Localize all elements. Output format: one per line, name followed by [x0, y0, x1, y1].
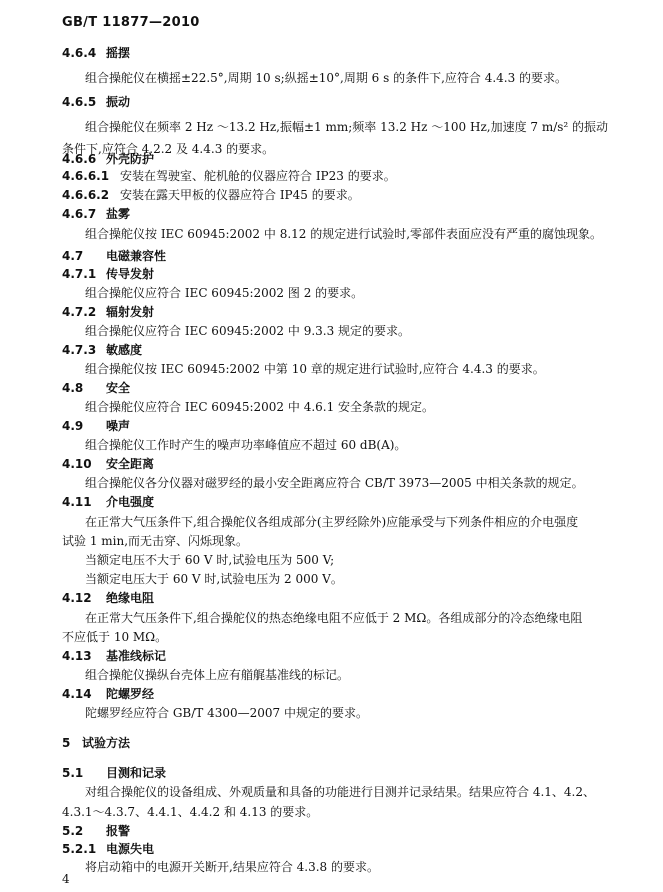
clause-title: 噪声 [106, 419, 131, 433]
paragraph-line: 组合操舵仪在频率 2 Hz ～13.2 Hz,振幅±1 mm;频率 13.2 Hz ～100 Hz,加速度 7 m/s² 的振动 [85, 120, 609, 134]
clause-heading [62, 151, 154, 167]
clause-title: 摇摆 [106, 46, 131, 60]
clause-number: 4.6.6.1 [62, 169, 110, 183]
clause-heading [62, 266, 154, 282]
paragraph-line: 在正常大气压条件下,组合操舵仪的热态绝缘电阻不应低于 2 MΩ。各组成部分的冷态绝缘电阻 [85, 611, 583, 625]
clause-number: 4.11 [62, 495, 92, 509]
page-number: 4 [62, 872, 70, 886]
paragraph-line: 组合操舵仪操纵台壳体上应有艏艉基准线的标记。 [85, 668, 350, 682]
paragraph-line: 当额定电压不大于 60 V 时,试验电压为 500 V; [85, 553, 335, 567]
paragraph-line: 组合操舵仪在横摇±22.5°,周期 10 s;纵摇±10°,周期 6 s 的条件下,应符合 4.4.3 的要求。 [85, 71, 568, 85]
clause-title: 安全距离 [106, 457, 155, 471]
clause-number: 4.13 [62, 649, 92, 663]
paragraph-line: 在正常大气压条件下,组合操舵仪各组成部分(主罗经除外)应能承受与下列条件相应的介电强度 [85, 515, 579, 529]
clause-title: 电磁兼容性 [106, 249, 167, 263]
standard-header: GB/T 11877—2010 [62, 15, 200, 30]
paragraph-line: 条件下,应符合 4.2.2 及 4.4.3 的要求。 [62, 142, 275, 156]
clause-heading [62, 248, 166, 264]
clause-heading [62, 686, 154, 702]
clause-title: 陀螺罗经 [106, 687, 155, 701]
clause-title: 外壳防护 [106, 152, 155, 166]
clause-number: 4.7.3 [62, 343, 97, 357]
clause-title: 安全 [106, 381, 131, 395]
clause-title: 盐雾 [106, 207, 131, 221]
clause-heading [62, 841, 154, 857]
clause-title: 振动 [106, 95, 131, 109]
clause-heading [62, 494, 154, 510]
chapter-heading [62, 735, 130, 751]
clause-heading [62, 823, 130, 839]
clause-heading [62, 380, 130, 396]
paragraph-line: 将启动箱中的电源开关断开,结果应符合 4.3.8 的要求。 [85, 860, 379, 874]
clause-heading [62, 304, 154, 320]
clause-title: 绝缘电阻 [106, 591, 155, 605]
clause-heading [62, 45, 130, 61]
clause-number: 5.2 [62, 824, 84, 838]
subclause-line [62, 168, 396, 184]
clause-number: 4.6.5 [62, 95, 97, 109]
paragraph-line: 组合操舵仪工作时产生的噪声功率峰值应不超过 60 dB(A)。 [85, 438, 407, 452]
clause-heading [62, 590, 154, 606]
clause-text: 安装在驾驶室、舵机舱的仪器应符合 IP23 的要求。 [120, 169, 396, 183]
clause-number: 4.7 [62, 249, 84, 263]
paragraph-line: 组合操舵仪按 IEC 60945:2002 中 8.12 的规定进行试验时,零部件表面应没有严重的腐蚀现象。 [85, 227, 603, 241]
chapter-number: 5 [62, 736, 71, 750]
subclause-line [62, 187, 360, 203]
clause-heading [62, 94, 130, 110]
paragraph-line: 组合操舵仪应符合 IEC 60945:2002 中 9.3.3 规定的要求。 [85, 324, 411, 338]
clause-heading [62, 418, 130, 434]
clause-heading [62, 342, 142, 358]
clause-number: 4.9 [62, 419, 84, 433]
clause-number: 4.12 [62, 591, 92, 605]
clause-title: 电源失电 [106, 842, 155, 856]
clause-number: 5.2.1 [62, 842, 97, 856]
clause-number: 4.8 [62, 381, 84, 395]
clause-number: 4.10 [62, 457, 92, 471]
paragraph-line: 组合操舵仪按 IEC 60945:2002 中第 10 章的规定进行试验时,应符合 4.4.3 的要求。 [85, 362, 545, 376]
clause-heading [62, 648, 166, 664]
paragraph-line: 组合操舵仪应符合 IEC 60945:2002 图 2 的要求。 [85, 286, 364, 300]
paragraph-line: 组合操舵仪各分仪器对磁罗经的最小安全距离应符合 CB/T 3973—2005 中相关条款的规定。 [85, 476, 584, 490]
clause-number: 4.6.6.2 [62, 188, 110, 202]
clause-number: 4.7.1 [62, 267, 97, 281]
clause-title: 辐射发射 [106, 305, 155, 319]
clause-number: 4.14 [62, 687, 92, 701]
clause-title: 介电强度 [106, 495, 155, 509]
clause-title: 敏感度 [106, 343, 143, 357]
clause-number: 4.7.2 [62, 305, 97, 319]
clause-title: 目测和记录 [106, 766, 167, 780]
paragraph-line: 当额定电压大于 60 V 时,试验电压为 2 000 V。 [85, 572, 343, 586]
clause-heading [62, 456, 154, 472]
paragraph-line: 组合操舵仪应符合 IEC 60945:2002 中 4.6.1 安全条款的规定。 [85, 400, 435, 414]
paragraph-line: 试验 1 min,而无击穿、闪烁现象。 [62, 534, 249, 548]
clause-title: 传导发射 [106, 267, 155, 281]
clause-heading [62, 206, 130, 222]
paragraph-line: 4.3.1～4.3.7、4.4.1、4.4.2 和 4.13 的要求。 [62, 805, 319, 819]
clause-number: 4.6.7 [62, 207, 97, 221]
paragraph-line: 陀螺罗经应符合 GB/T 4300—2007 中规定的要求。 [85, 706, 368, 720]
clause-heading [62, 765, 166, 781]
clause-title: 基准线标记 [106, 649, 167, 663]
clause-number: 4.6.4 [62, 46, 97, 60]
paragraph-line: 不应低于 10 MΩ。 [62, 630, 168, 644]
clause-number: 5.1 [62, 766, 84, 780]
clause-number: 4.6.6 [62, 152, 97, 166]
chapter-title: 试验方法 [82, 736, 131, 750]
clause-title: 报警 [106, 824, 131, 838]
paragraph-line: 对组合操舵仪的设备组成、外观质量和具备的功能进行目测并记录结果。结果应符合 4.1、4.2、 [85, 785, 595, 799]
clause-text: 安装在露天甲板的仪器应符合 IP45 的要求。 [120, 188, 360, 202]
